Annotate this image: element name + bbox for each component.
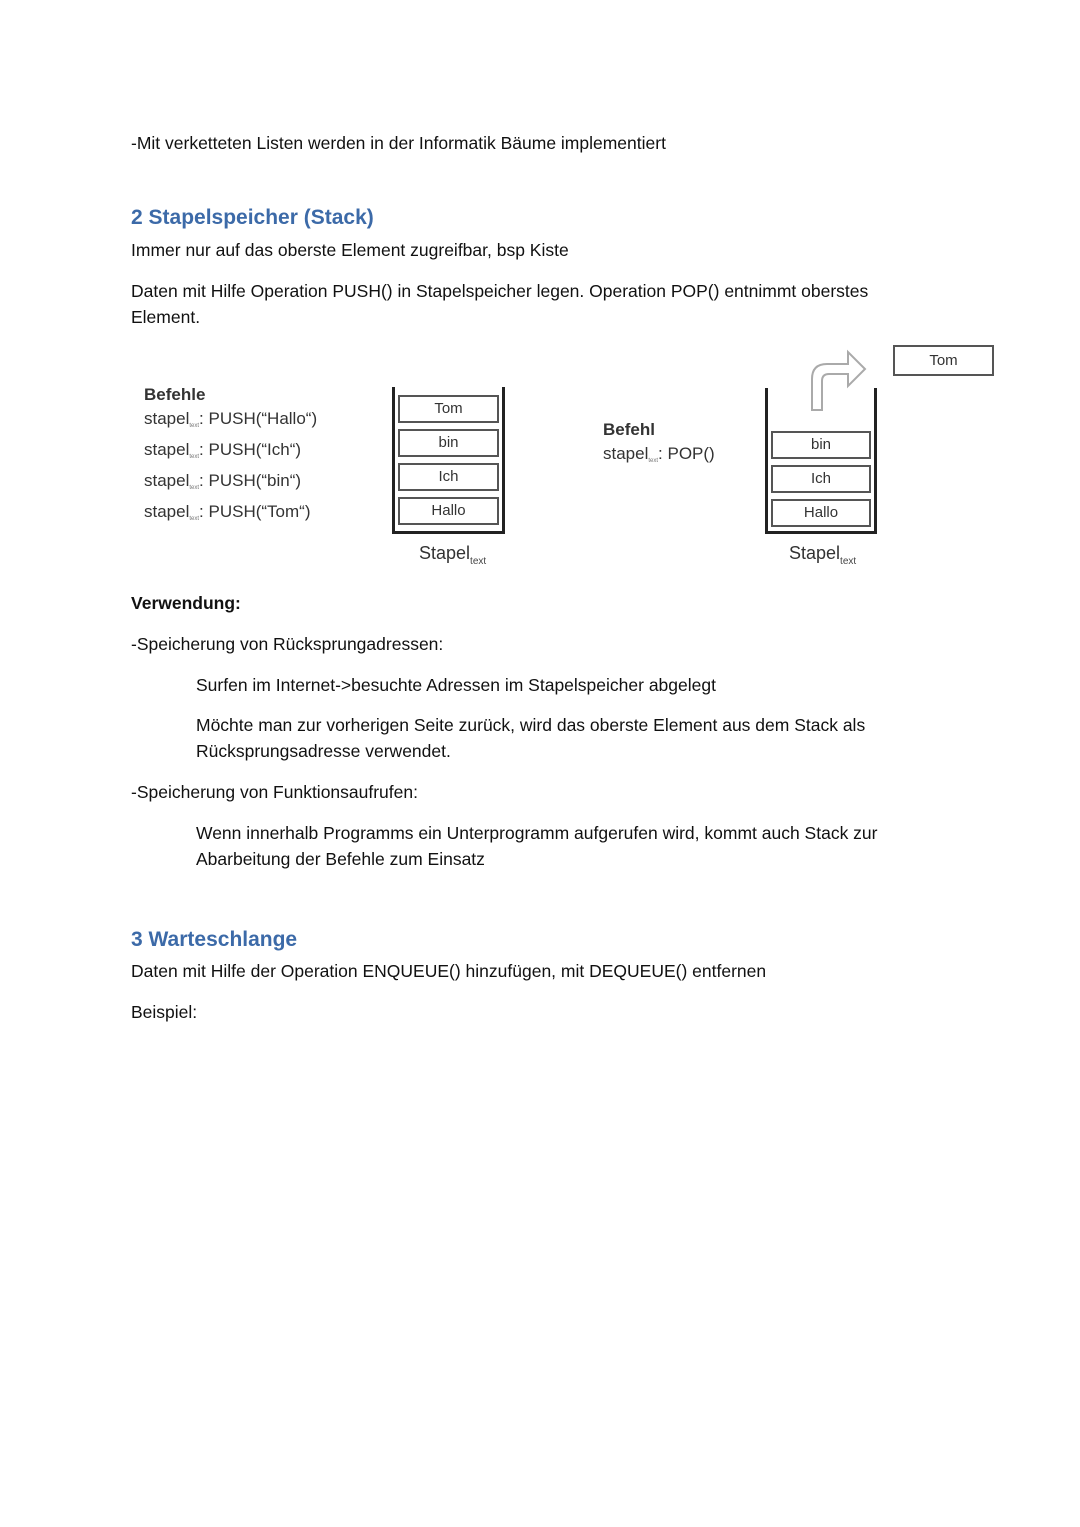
usage-item2: -Speicherung von Funktionsaufrufen: xyxy=(131,782,418,802)
usage-item1-sub2a: Möchte man zur vorherigen Seite zurück, wird das oberste Element aus dem Stack als xyxy=(196,715,866,735)
stack-cell-top: Tom xyxy=(398,395,499,423)
pop-command: stapel$_{text}$: POP() xyxy=(603,444,715,464)
pop-commands xyxy=(603,418,715,473)
stack-cell: Ich xyxy=(398,463,499,491)
section2-line2a: Daten mit Hilfe Operation PUSH() in Stapelspeicher legen. Operation POP() entnimmt oberstes xyxy=(131,281,869,301)
usage-item1-sub2b: Rücksprungsadresse verwendet. xyxy=(196,741,451,761)
stack-cell-bottom: Hallo xyxy=(771,499,871,527)
usage-item1: -Speicherung von Rücksprungadressen: xyxy=(131,634,444,654)
push-commands xyxy=(144,383,317,531)
section3-line1: Daten mit Hilfe der Operation ENQUEUE() hinzufügen, mit DEQUEUE() entfernen xyxy=(131,961,767,981)
push-command: stapel$_{text}$: PUSH(“bin“) xyxy=(144,471,302,491)
stack-cell: Ich xyxy=(771,465,871,493)
push-command: stapel$_{text}$: PUSH(“Hallo“) xyxy=(144,409,318,429)
intro-line: -Mit verketteten Listen werden in der Informatik Bäume implementiert xyxy=(131,133,666,153)
section3-line2: Beispiel: xyxy=(131,1002,198,1022)
usage-item2-sub1a: Wenn innerhalb Programms ein Unterprogramm aufgerufen wird, kommt auch Stack zur xyxy=(196,823,878,843)
push-title: Befehle xyxy=(144,385,206,404)
popped-item: Tom xyxy=(893,345,994,376)
stack-cell-bottom: Hallo xyxy=(398,497,499,525)
usage-item2-sub1b: Abarbeitung der Befehle zum Einsatz xyxy=(196,849,485,869)
usage-item1-sub1: Surfen im Internet->besuchte Adressen im Stapelspeicher abgelegt xyxy=(196,675,716,695)
pop-title: Befehl xyxy=(603,420,655,439)
section2-heading: 2 Stapelspeicher (Stack) xyxy=(131,206,374,229)
section2-line2b: Element. xyxy=(131,307,201,327)
stack2-label: Stapel$_{text}$ xyxy=(789,543,857,567)
stack-pop-result xyxy=(765,388,877,534)
push-command: stapel$_{text}$: PUSH(“Tom“) xyxy=(144,502,311,522)
stack1-label: Stapel$_{text}$ xyxy=(419,543,487,567)
stack-cell: bin xyxy=(398,429,499,457)
section2-line1: Immer nur auf das oberste Element zugreifbar, bsp Kiste xyxy=(131,240,569,260)
stack-push-result xyxy=(392,387,505,534)
push-command: stapel$_{text}$: PUSH(“Ich“) xyxy=(144,440,302,460)
section3-heading: 3 Warteschlange xyxy=(131,928,298,951)
usage-heading: Verwendung: xyxy=(131,593,241,613)
stack-cell-top: bin xyxy=(771,431,871,459)
